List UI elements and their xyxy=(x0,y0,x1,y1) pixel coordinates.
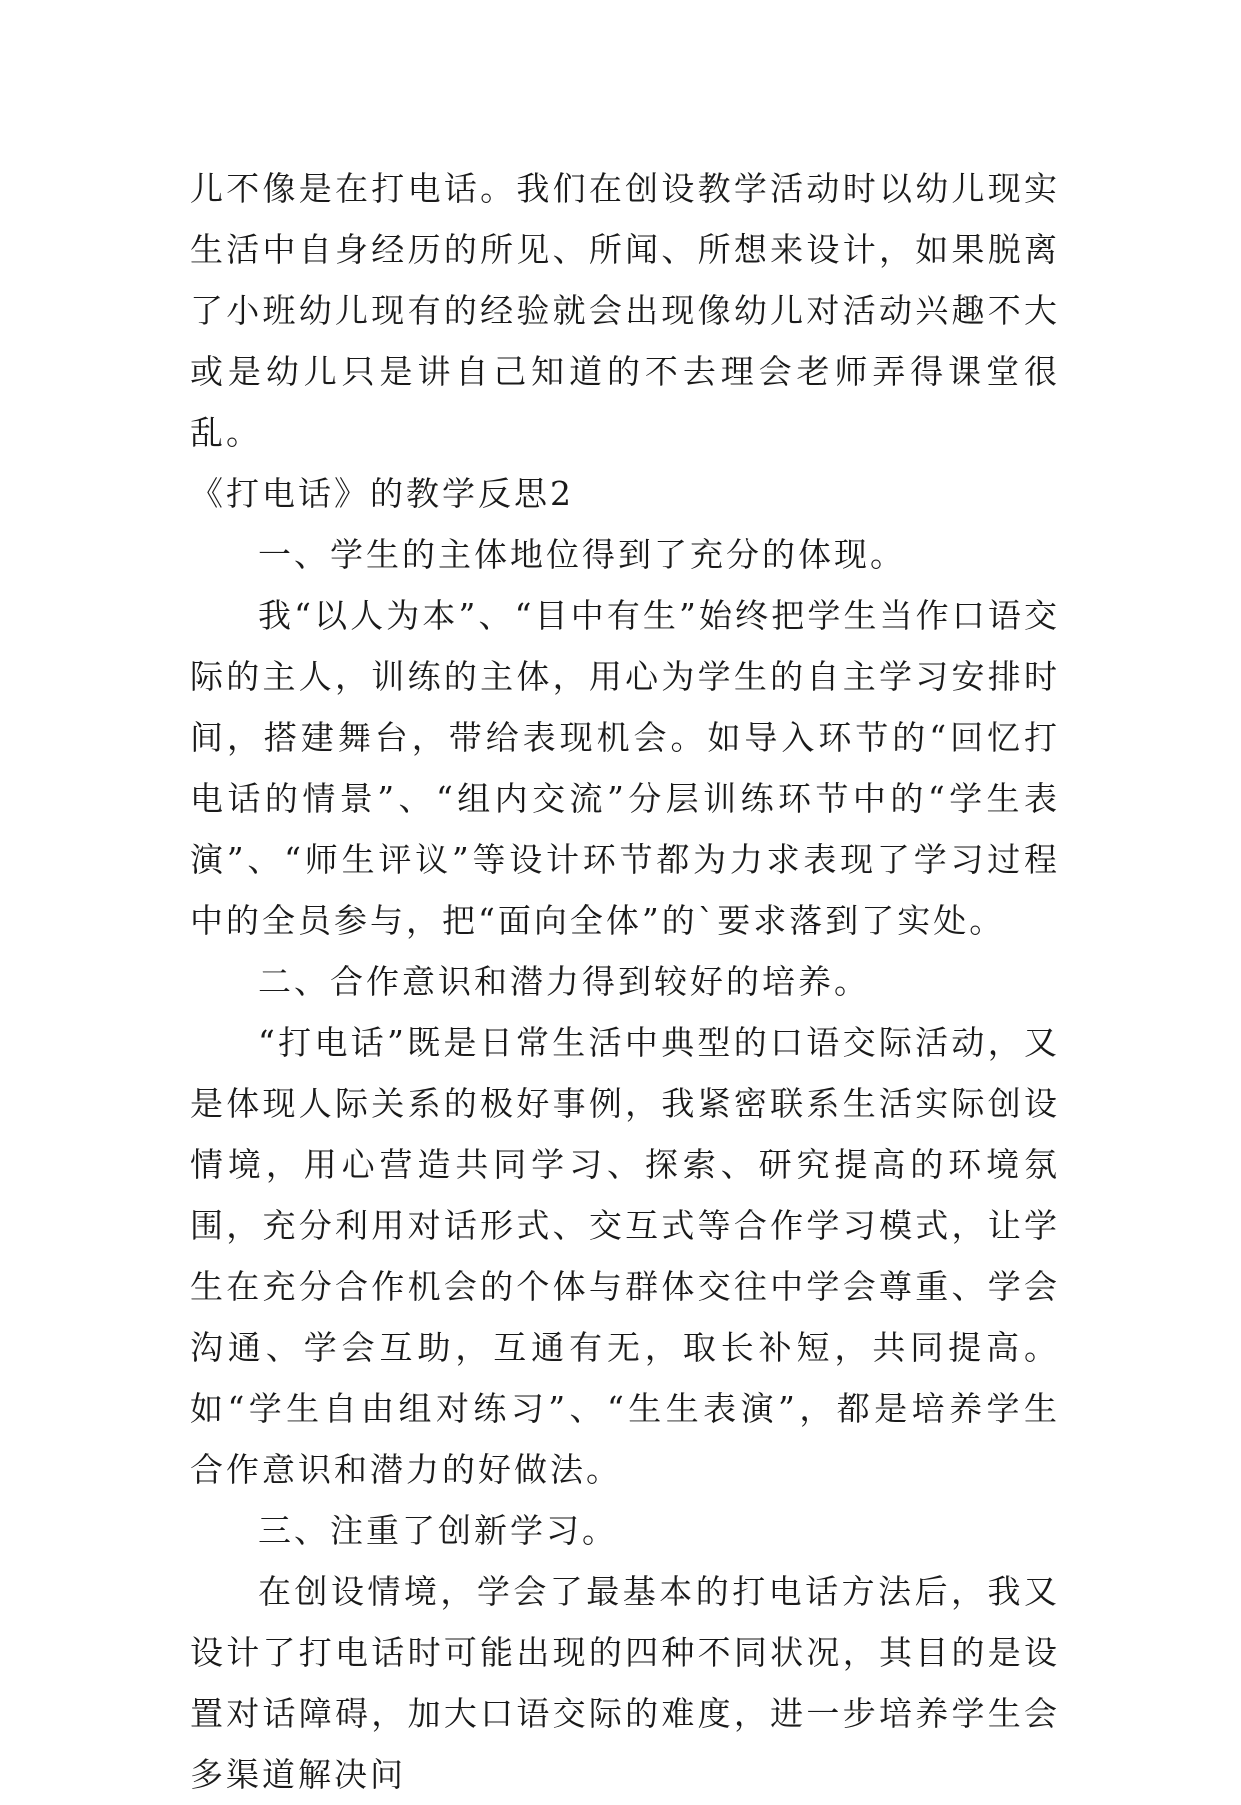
subheading-3: 三、注重了创新学习。 xyxy=(258,1511,618,1550)
subheading-2: 二、合作意识和潜力得到较好的培养。 xyxy=(258,962,870,1001)
paragraph-3: 在创设情境，学会了最基本的打电话方法后，我又设计了打电话时可能出现的四种不同状况，其目的是设置对话障碍，加大口语交际的难度，进一步培养学生会多渠道解决问 xyxy=(190,1572,1060,1794)
section-title: 《打电话》的教学反思2 xyxy=(190,474,574,513)
document-body xyxy=(190,158,1060,1805)
subheading-1: 一、学生的主体地位得到了充分的体现。 xyxy=(258,535,906,574)
paragraph-continuation: 儿不像是在打电话。我们在创设教学活动时以幼儿现实生活中自身经历的所见、所闻、所想来设计，如果脱离了小班幼儿现有的经验就会出现像幼儿对活动兴趣不大或是幼儿只是讲自己知道的不去理会老师弄得课堂很乱。 xyxy=(190,169,1060,452)
paragraph-1: 我“以人为本”、“目中有生”始终把学生当作口语交际的主人，训练的主体，用心为学生的自主学习安排时间，搭建舞台，带给表现机会。如导入环节的“回忆打电话的情景”、“组内交流”分层训练环节中的“学生表演”、“师生评议”等设计环节都为力求表现了学习过程中的全员参与，把“面向全体”的`要求落到了实处。 xyxy=(190,596,1060,940)
paragraph-2: “打电话”既是日常生活中典型的口语交际活动，又是体现人际关系的极好事例，我紧密联系生活实际创设情境，用心营造共同学习、探索、研究提高的环境氛围，充分利用对话形式、交互式等合作学习模式，让学生在充分合作机会的个体与群体交往中学会尊重、学会沟通、学会互助，互通有无，取长补短，共同提高。如“学生自由组对练习”、“生生表演”，都是培养学生合作意识和潜力的好做法。 xyxy=(190,1023,1060,1489)
